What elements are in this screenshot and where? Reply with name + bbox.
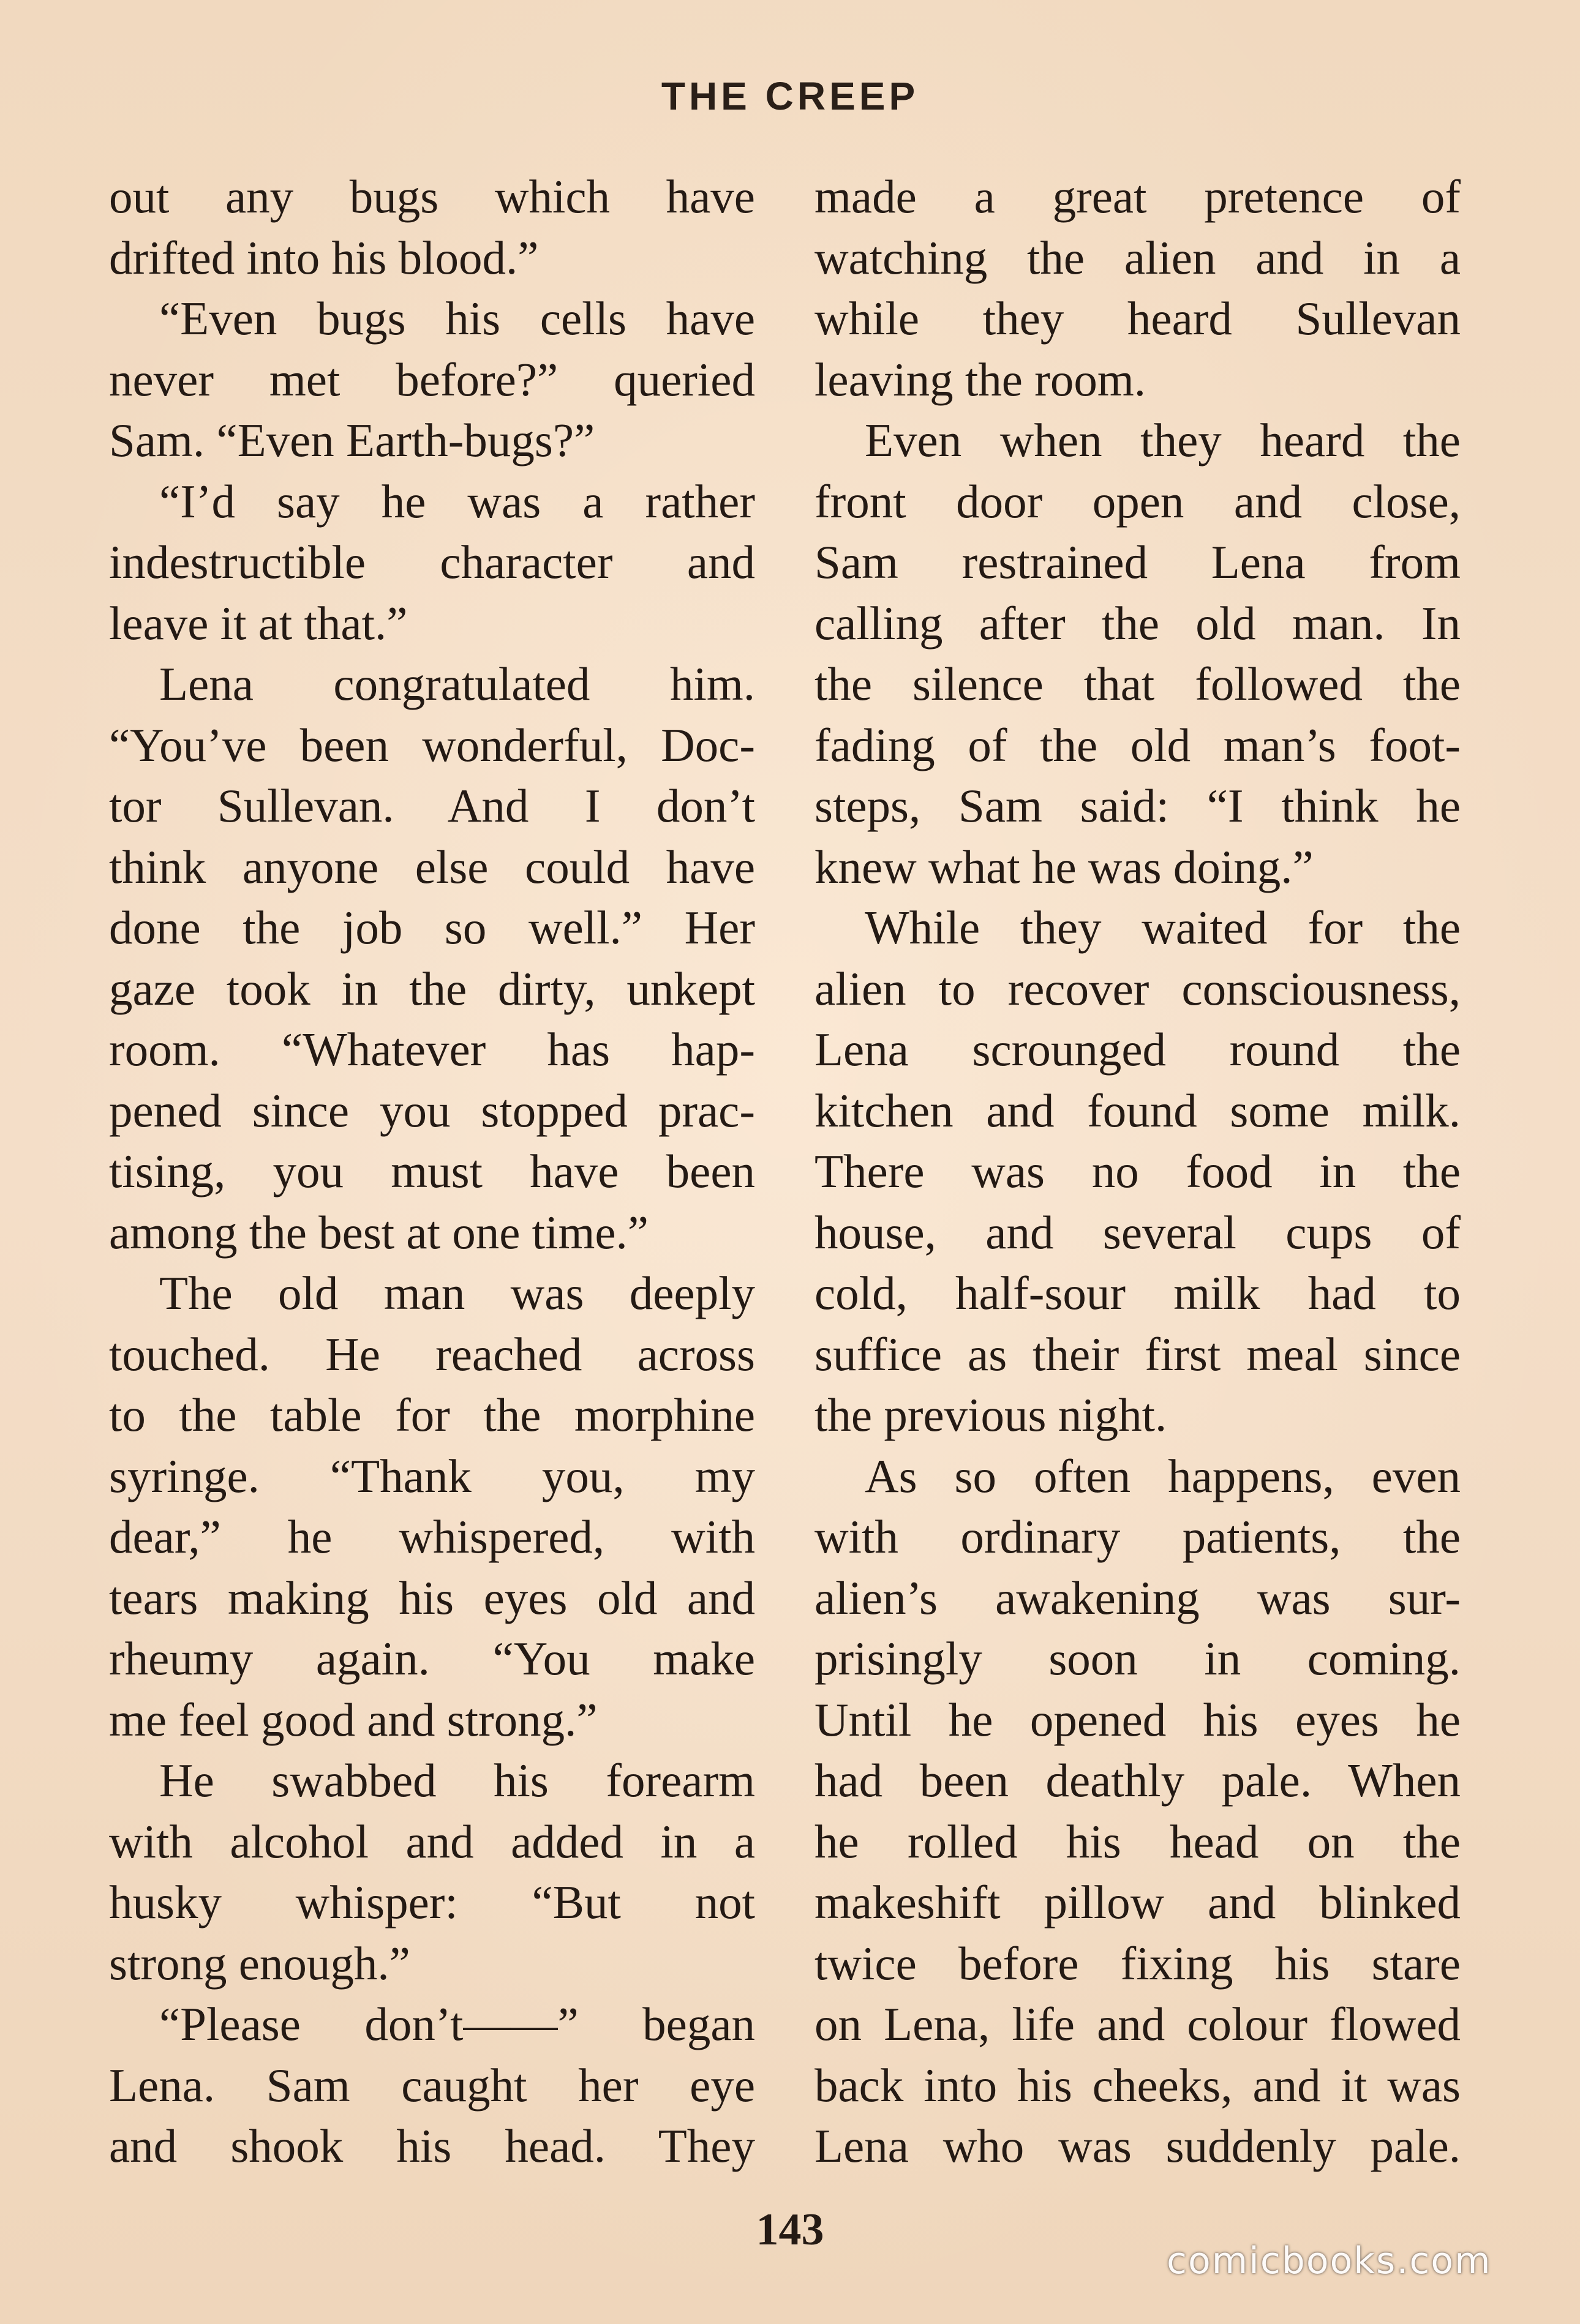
text-line: Lena scrounged round the — [814, 1023, 1461, 1076]
text-line: with ordinary patients, the — [814, 1510, 1461, 1563]
text-line: steps, Sam said: “I think he — [814, 779, 1461, 832]
text-line: The old man was deeply — [159, 1267, 755, 1319]
text-line: dear,” he whispered, with — [109, 1510, 755, 1563]
text-line: while they heard Sullevan — [814, 292, 1461, 345]
text-line: cold, half-sour milk had to — [814, 1267, 1461, 1319]
right-column — [814, 167, 1461, 2177]
page-number: 143 — [756, 2205, 824, 2255]
text-line: leave it at that.” — [109, 596, 408, 650]
text-line: syringe. “Thank you, my — [109, 1449, 755, 1502]
text-line: with alcohol and added in a — [109, 1815, 755, 1868]
text-line: tor Sullevan. And I don’t — [109, 779, 755, 832]
text-line: Even when they heard the — [865, 414, 1461, 467]
text-line: knew what he was doing.” — [814, 840, 1314, 893]
text-line: calling after the old man. In — [814, 596, 1461, 650]
text-line: watching the alien and in a — [814, 231, 1461, 284]
text-line: drifted into his blood.” — [109, 231, 539, 284]
text-line: “You’ve been wonderful, Doc- — [109, 718, 755, 771]
text-line: Sam. “Even Earth-bugs?” — [109, 414, 595, 467]
text-line: prisingly soon in coming. — [814, 1632, 1461, 1685]
text-line: back into his cheeks, and it was — [814, 2058, 1461, 2112]
text-line: There was no food in the — [814, 1145, 1461, 1198]
text-line: house, and several cups of — [814, 1205, 1461, 1259]
text-line: the previous night. — [814, 1389, 1167, 1441]
text-line: to the table for the morphine — [109, 1389, 755, 1441]
text-line: fading of the old man’s foot- — [814, 718, 1461, 771]
text-line: kitchen and found some milk. — [814, 1084, 1461, 1137]
text-line: husky whisper: “But not — [109, 1876, 755, 1929]
text-line: had been deathly pale. When — [814, 1754, 1461, 1807]
text-line: As so often happens, even — [865, 1449, 1461, 1502]
text-line: alien’s awakening was sur- — [814, 1571, 1461, 1624]
text-line: room. “Whatever has hap- — [109, 1023, 755, 1076]
text-line: Until he opened his eyes he — [814, 1693, 1461, 1746]
text-line: alien to recover consciousness, — [814, 962, 1461, 1015]
text-line: leaving the room. — [814, 353, 1146, 406]
text-line: “Please don’t——” began — [159, 1998, 755, 2050]
text-line: he rolled his head on the — [814, 1815, 1461, 1868]
text-line: indestructible character and — [109, 536, 755, 588]
text-line: He swabbed his forearm — [159, 1754, 755, 1807]
text-line: Lena. Sam caught her eye — [109, 2058, 755, 2112]
watermark: comicbooks.com — [1167, 2240, 1492, 2282]
text-line: think anyone else could have — [109, 840, 755, 893]
text-line: Lena who was suddenly pale. — [814, 2120, 1461, 2172]
text-line: done the job so well.” Her — [109, 901, 755, 954]
text-line: pened since you stopped prac- — [109, 1084, 755, 1137]
text-line: on Lena, life and colour flowed — [814, 1998, 1461, 2050]
text-line: front door open and close, — [814, 474, 1461, 528]
text-line: Lena congratulated him. — [159, 658, 755, 710]
text-line: Sam restrained Lena from — [814, 536, 1461, 588]
running-head: THE CREEP — [661, 74, 919, 118]
text-line: tears making his eyes old and — [109, 1571, 755, 1624]
text-line: the silence that followed the — [814, 658, 1461, 710]
text-line: While they waited for the — [865, 901, 1461, 954]
text-line: rheumy again. “You make — [109, 1632, 755, 1685]
text-line: never met before?” queried — [109, 353, 755, 406]
text-line: strong enough.” — [109, 1936, 410, 1990]
text-line: “I’d say he was a rather — [159, 474, 755, 528]
text-line: and shook his head. They — [109, 2120, 755, 2172]
text-line: out any bugs which have — [109, 170, 755, 223]
left-column — [109, 167, 755, 2177]
text-line: made a great pretence of — [814, 170, 1461, 223]
text-line: makeshift pillow and blinked — [814, 1876, 1461, 1929]
text-line: gaze took in the dirty, unkept — [109, 962, 755, 1015]
text-line: among the best at one time.” — [109, 1205, 649, 1259]
text-line: touched. He reached across — [109, 1327, 755, 1381]
text-line: “Even bugs his cells have — [159, 292, 755, 345]
text-line: me feel good and strong.” — [109, 1693, 598, 1746]
text-line: twice before fixing his stare — [814, 1936, 1461, 1990]
text-line: suffice as their first meal since — [814, 1327, 1461, 1381]
text-line: tising, you must have been — [109, 1145, 755, 1198]
